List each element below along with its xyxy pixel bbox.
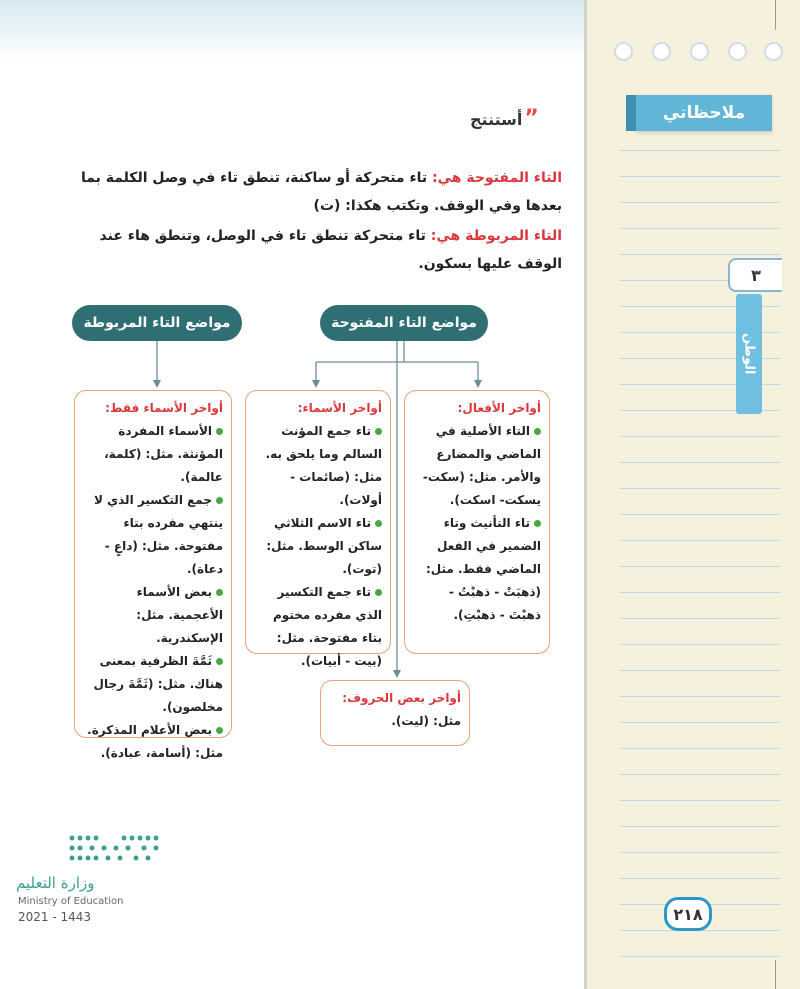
binder-hole: [690, 42, 709, 61]
bullet-icon: [375, 428, 382, 435]
unit-number-tab: ٣: [728, 258, 782, 292]
text-open-taa: تاء متحركة أو ساكنة، تنطق تاء في وصل الكلمة بما بعدها وفي الوقف. وتكتب هكذا: (ت): [80, 170, 562, 214]
bullet-icon: [216, 428, 223, 435]
ruled-line: [620, 748, 780, 749]
ruled-line: [620, 878, 780, 879]
ruled-line: [620, 488, 780, 489]
ministry-emblem-icon: [64, 830, 164, 870]
bullet-icon: [216, 658, 223, 665]
ruled-line: [620, 826, 780, 827]
list-item: التاء الأصلية في الماضي والمضارع والأمر. مثل: (سكت- يسكت- اسكت).: [422, 424, 541, 507]
ruled-line: [620, 774, 780, 775]
quote-mark-icon: ”: [524, 106, 539, 131]
bullet-icon: [534, 428, 541, 435]
nouns-title: أواخر الأسماء:: [297, 401, 382, 415]
ruled-line: [620, 540, 780, 541]
bullet-icon: [216, 727, 223, 734]
verbs-title: أواخر الأفعال:: [457, 401, 541, 415]
notes-title: ملاحظاتي: [636, 95, 772, 131]
binder-hole: [728, 42, 747, 61]
text-tied-taa: تاء متحركة تنطق تاء في الوصل، وتنطق هاء عند الوقف عليها بسكون.: [99, 228, 562, 272]
ruled-line: [620, 722, 780, 723]
list-item: تاء الاسم الثلاثي ساكن الوسط. مثل: (توت).: [266, 516, 382, 576]
bullet-icon: [375, 589, 382, 596]
ruled-line: [620, 514, 780, 515]
ruled-line: [620, 800, 780, 801]
ruled-line: [620, 436, 780, 437]
binder-hole: [652, 42, 671, 61]
list-item: بعض الأسماء الأعجمية. مثل: الإسكندرية.: [136, 585, 223, 645]
term-open-taa: التاء المفتوحة هي:: [432, 170, 562, 186]
binder-hole: [764, 42, 783, 61]
notes-sidebar: [587, 0, 800, 989]
ministry-logo-block: [16, 830, 196, 930]
crop-mark: [775, 0, 776, 30]
nouns-only-box: [74, 390, 232, 760]
list-item: جمع التكسير الذي لا ينتهي مفرده بتاء مفتوحة. مثل: (داعٍ - دعاة).: [94, 493, 223, 576]
page-number: ٢١٨: [664, 897, 712, 931]
letters-example: مثل: (ليت).: [391, 714, 461, 728]
ruled-line: [620, 852, 780, 853]
ministry-name-ar: وزارة التعليم: [16, 874, 95, 892]
bullet-icon: [534, 520, 541, 527]
ruled-line: [620, 592, 780, 593]
list-item: تاء التأنيث وتاء الضمير في الفعل الماضي فقط. مثل: (ذهبَتْ - ذهبْتُ - ذهبْتَ - ذهبْتِ).: [425, 516, 541, 622]
ruled-line: [620, 956, 780, 957]
list-item: تاء جمع المؤنث السالم وما يلحق به. مثل: (صائمات - أولات).: [265, 424, 382, 507]
nouns-box: [245, 390, 391, 668]
ruled-line: [620, 202, 780, 203]
unit-name-strip: الوطن: [736, 294, 762, 414]
letters-title: أواخر بعض الحروف:: [342, 691, 461, 705]
ruled-line: [620, 696, 780, 697]
ruled-line: [620, 254, 780, 255]
list-item: بعض الأعلام المذكرة. مثل: (أسامة، عبادة).: [87, 723, 223, 760]
ruled-line: [620, 618, 780, 619]
ruled-line: [620, 228, 780, 229]
list-item: تاء جمع التكسير الذي مفرده مختوم بتاء مفتوحة. مثل: (بيت - أبيات).: [273, 585, 382, 668]
open-taa-pill: مواضع التاء المفتوحة: [320, 305, 488, 341]
crop-mark: [775, 960, 776, 989]
ruled-line: [620, 566, 780, 567]
list-item: ثَمَّةَ الظرفية بمعنى هناك. مثل: (ثَمَّةَ رجال مخلصون).: [93, 654, 223, 714]
list-item: الأسماء المفردة المؤنثة. مثل: (كلمة، عالمة).: [104, 424, 223, 484]
edition-year: 2021 - 1443: [18, 910, 92, 924]
nouns-only-title: أواخر الأسماء فقط:: [105, 401, 223, 415]
ruled-line: [620, 176, 780, 177]
term-tied-taa: التاء المربوطة هي:: [430, 228, 562, 244]
bullet-icon: [216, 589, 223, 596]
ruled-line: [620, 644, 780, 645]
letters-box: [320, 680, 470, 746]
ruled-line: [620, 462, 780, 463]
bullet-icon: [216, 497, 223, 504]
tied-taa-pill: مواضع التاء المربوطة: [72, 305, 242, 341]
bullet-icon: [375, 520, 382, 527]
ruled-line: [620, 150, 780, 151]
verbs-box: [404, 390, 550, 654]
ruled-line: [620, 670, 780, 671]
ministry-name-en: Ministry of Education: [18, 896, 124, 907]
conclude-label: أستنتج: [470, 109, 523, 129]
binder-hole: [614, 42, 633, 61]
